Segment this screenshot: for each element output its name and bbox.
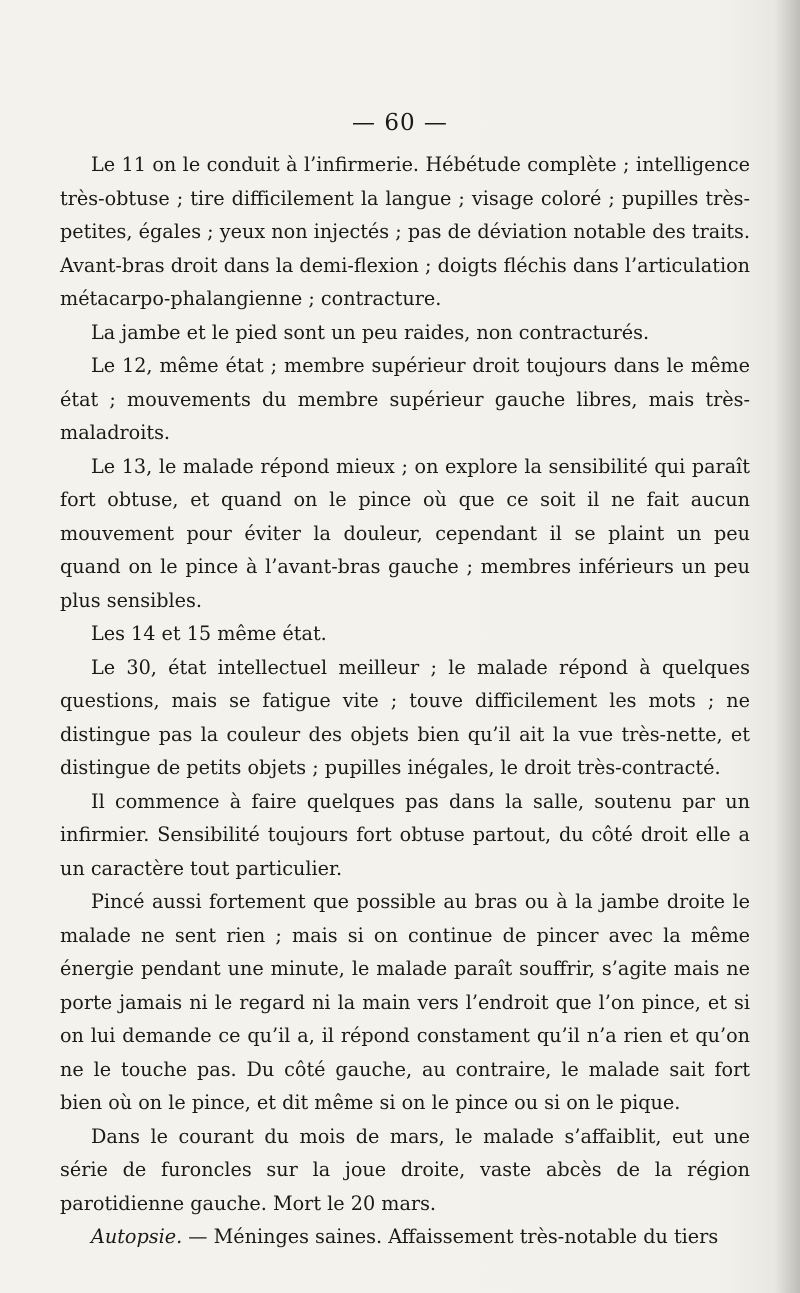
autopsy-text: — Méninges saines. Affaissement très-notable du tiers [182,1225,719,1248]
paragraph: Il commence à faire quelques pas dans la salle, soutenu par un infirmier. Sensibilité toujours fort obtuse partout, du côté droit elle a un caractère tout particulier. [60,789,750,880]
paragraph: Les 14 et 15 même état. [91,622,327,645]
paragraph: Le 30, état intellectuel meilleur ; le malade répond à quelques questions, mais se fatigue vite ; touve difficilement les mots ; ne distingue pas la couleur des objets bien qu’il ait la vue très-nette, et distingue de petits objets ; pupilles inégales, le droit très-contracté. [60,655,750,779]
paragraph: Le 13, le malade répond mieux ; on explore la sensibilité qui paraît fort obtuse, et quand on le pince où que ce soit il ne fait aucun mouvement pour éviter la douleur, cependant il se plaint un peu quand on le pince à l’avant-bras gauche ; membres inférieurs un peu plus sensibles. [60,454,750,612]
body-text [60,148,750,1254]
final-paragraph [60,1220,750,1254]
paragraph: Le 11 on le conduit à l’infirmerie. Hébétude complète ; intelligence très-obtuse ; tire difficilement la langue ; visage coloré ; pupilles très-petites, égales ; yeux non injectés ; pas de déviation notable des traits. Avant-bras droit dans la demi-flexion ; doigts fléchis dans l’articulation métacarpo-phalangienne ; contracture. [60,153,750,310]
autopsy-label: Autopsie. [91,1225,183,1248]
page-edge-shadow [774,0,800,1293]
paragraph: Le 12, même état ; membre supérieur droit toujours dans le même état ; mouvements du membre supérieur gauche libres, mais très-maladroits. [60,354,750,444]
page-number: — 60 — [352,110,448,136]
paragraph: La jambe et le pied sont un peu raides, non contracturés. [91,320,650,344]
paragraph: Dans le courant du mois de mars, le malade s’affaiblit, eut une série de furoncles sur la joue droite, vaste abcès de la région parotidienne gauche. Mort le 20 mars. [60,1124,750,1215]
paragraph: Pincé aussi fortement que possible au bras ou à la jambe droite le malade ne sent rien ; mais si on continue de pincer avec la même énergie pendant une minute, le malade paraît souffrir, s’agite mais ne porte jamais ni le regard ni la main vers l’endroit que l’on pince, et si on lui demande ce qu’il a, il répond constament qu’il n’a rien et qu’on ne le touche pas. Du côté gauche, au contraire, le malade sait fort bien où on le pince, et dit même si on le pince ou si on le pique. [60,890,750,1114]
